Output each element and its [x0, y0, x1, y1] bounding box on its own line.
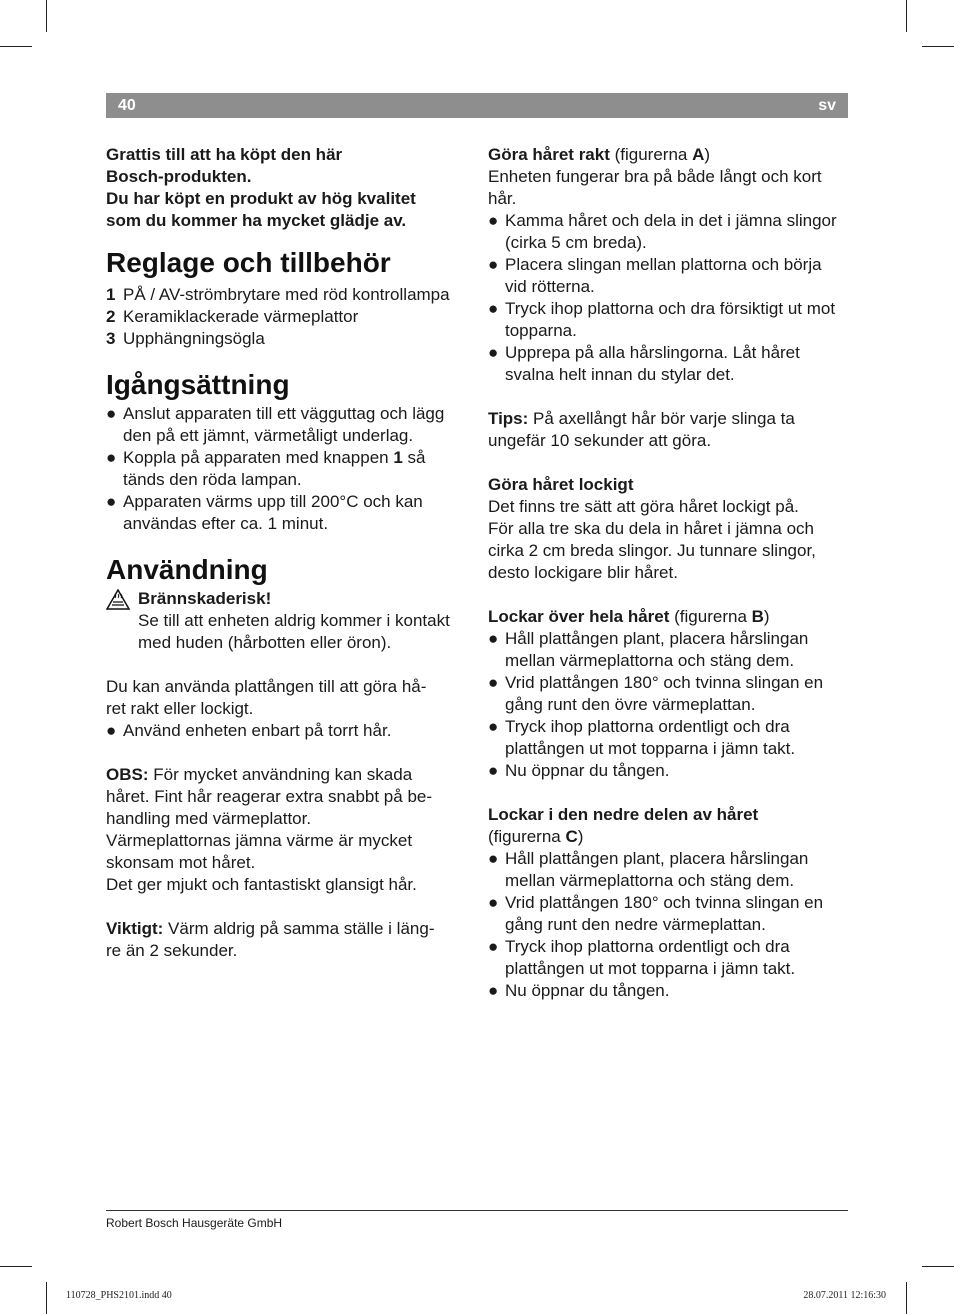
crop-mark: [0, 1266, 32, 1267]
list-item: ● Upprepa på alla hårslingorna. Låt håret svalna helt innan du stylar det.: [488, 343, 800, 384]
list-item: ● Nu öppnar du tången.: [488, 761, 670, 780]
slug-date: 28.07.2011 12:16:30: [803, 1290, 886, 1301]
intro-line: Grattis till att ha köpt den här: [106, 145, 343, 164]
list-item: ● Håll plattången plant, placera hårslingan mellan värmeplattorna och stäng dem.: [488, 629, 809, 670]
obs-paragraph: OBS: För mycket användning kan skada: [106, 765, 413, 784]
crop-mark: [922, 1266, 954, 1267]
tips-paragraph: Tips: På axellångt hår bör varje slinga ta ungefär 10 sekunder att göra.: [488, 409, 795, 450]
crop-mark: [906, 1282, 907, 1314]
footer-company: Robert Bosch Hausgeräte GmbH: [106, 1216, 283, 1230]
warning-icon: [106, 588, 138, 654]
list-item: ● Koppla på apparaten med knappen 1 så tänds den röda lampan.: [106, 448, 426, 489]
warning-block: [106, 588, 471, 654]
crop-mark: [46, 1282, 47, 1314]
part-item: 1 PÅ / AV-strömbrytare med röd kontrollampa: [106, 285, 450, 304]
warning-text: Se till att enheten aldrig kommer i kontakt med huden (hårbotten eller öron).: [138, 611, 450, 652]
list-item: ● Anslut apparaten till ett vägguttag och lägg den på ett jämnt, värmetåligt underlag.: [106, 404, 445, 445]
list-item: ● Kamma håret och dela in det i jämna slingor (cirka 5 cm breda).: [488, 211, 837, 252]
list-item: ● Tryck ihop plattorna ordentligt och dra plattången ut mot topparna i jämn takt.: [488, 717, 796, 758]
straight-heading: Göra håret rakt (figurerna A): [488, 145, 711, 164]
list-item: ● Tryck ihop plattorna ordentligt och dra plattången ut mot topparna i jämn takt.: [488, 937, 796, 978]
warning-title: Brännskaderisk!: [138, 589, 272, 608]
list-item: ● Håll plattången plant, placera hårslingan mellan värmeplattorna och stäng dem.: [488, 849, 809, 890]
list-item: ● Tryck ihop plattorna och dra försiktigt ut mot topparna.: [488, 299, 836, 340]
footer-divider: [106, 1210, 848, 1211]
intro-line: som du kommer ha mycket glädje av.: [106, 211, 407, 230]
list-item: ● Placera slingan mellan plattorna och börja vid rötterna.: [488, 255, 822, 296]
list-item: ● Vrid plattången 180° och tvinna slingan en gång runt den nedre värmeplattan.: [488, 893, 824, 934]
crop-mark: [922, 46, 954, 47]
section-title-startup: Igångsättning: [106, 369, 290, 400]
language-code: sv: [818, 97, 836, 114]
page-number: 40: [118, 97, 136, 114]
section-title-controls: Reglage och tillbehör: [106, 247, 391, 278]
important-paragraph: Viktigt: Värm aldrig på samma ställe i läng-: [106, 919, 435, 938]
crop-mark: [46, 0, 47, 32]
curl-heading: Göra håret lockigt: [488, 475, 634, 494]
list-item: ● Vrid plattången 180° och tvinna slingan en gång runt den övre värmeplattan.: [488, 673, 824, 714]
list-item: ● Apparaten värms upp till 200°C och kan användas efter ca. 1 minut.: [106, 492, 423, 533]
part-item: 3 Upphängningsögla: [106, 329, 265, 348]
intro-line: Du har köpt en produkt av hög kvalitet: [106, 189, 416, 208]
slug-file: 110728_PHS2101.indd 40: [66, 1290, 172, 1301]
lower-curl-heading: Lockar i den nedre delen av håret: [488, 805, 759, 824]
part-item: 2 Keramiklackerade värmeplattor: [106, 307, 359, 326]
crop-mark: [906, 0, 907, 32]
intro-line: Bosch-produkten.: [106, 167, 252, 186]
right-column: Göra håret rakt (figurerna A) Enheten fungerar bra på både långt och kort hår. ● Kamma håret och dela in det i jämna slingor (cirka 5 cm breda). ● Placera slingan mellan plattorna och börja vid rötterna. ● Tryck ihop plattorna och dra försiktigt ut mot topparna. ● Upprepa på alla hårslingorna. Låt håret svalna helt innan du stylar det. Tips: På axellångt hår bör varje slinga ta ungefär 10 sekunder att göra. Göra håret lockigt Det finns tre sätt att göra håret lockigt på. För alla tre ska du dela in håret i jämna och cirka 2 cm breda slingor. Ju tunnare slingor, desto lockigare blir håret. Lockar över hela håret (figurerna B) ● Håll plattången plant, placera hårslingan mellan värmeplattorna och stäng dem. ● Vrid plattången 180° och tvinna slingan en gång runt den övre värmeplattan. ● Tryck ihop plattorna ordentligt och dra plattången ut mot topparna i jämn takt. ● Nu öppnar du tången. Lockar i den nedre delen av håret (figurerna C) ● Håll plattången plant, placera hårslingan mellan värmeplattorna och stäng dem. ● Vrid plattången 180° och tvinna slingan en gång runt den nedre värmeplattan. ● Tryck ihop plattorna ordentligt och dra plattången ut mot topparna i jämn takt. ● Nu öppnar du tången.: [488, 144, 848, 1002]
full-curl-heading: Lockar över hela håret (figurerna B): [488, 607, 770, 626]
page-header-bar: [106, 93, 848, 118]
crop-mark: [0, 46, 32, 47]
list-item: ● Använd enheten enbart på torrt hår.: [106, 721, 392, 740]
left-column: Grattis till att ha köpt den här Bosch-produkten. Du har köpt en produkt av hög kvalitet som du kommer ha mycket glädje av. Reglage och tillbehör 1 PÅ / AV-strömbrytare med röd kontrollampa 2 Keramiklackerade värmeplattor 3 Upphängningsögla Igångsättning ● Anslut apparaten till ett vägguttag och lägg den på ett jämnt, värmetåligt underlag. ● Koppla på apparaten med knappen 1 så tänds den röda lampan. ● Apparaten värms upp till 200°C och kan användas efter ca. 1 minut. Användning Brännskaderisk! Se till att enheten aldrig kommer i kontakt med huden (hårbotten eller öron). Du kan använda plattången till att göra hå- ret rakt eller lockigt. ● Använd enheten enbart på torrt hår. OBS: För mycket användning kan skada håret. Fint hår reagerar extra snabbt på be- handling med värmeplattor. Värmeplattornas jämna värme är mycket skonsam mot håret. Det ger mjukt och fantastiskt glansigt hår. Viktigt: Värm aldrig på samma ställe i läng- re än 2 sekunder.: [106, 144, 471, 962]
section-title-usage: Användning: [106, 554, 268, 585]
list-item: ● Nu öppnar du tången.: [488, 981, 670, 1000]
